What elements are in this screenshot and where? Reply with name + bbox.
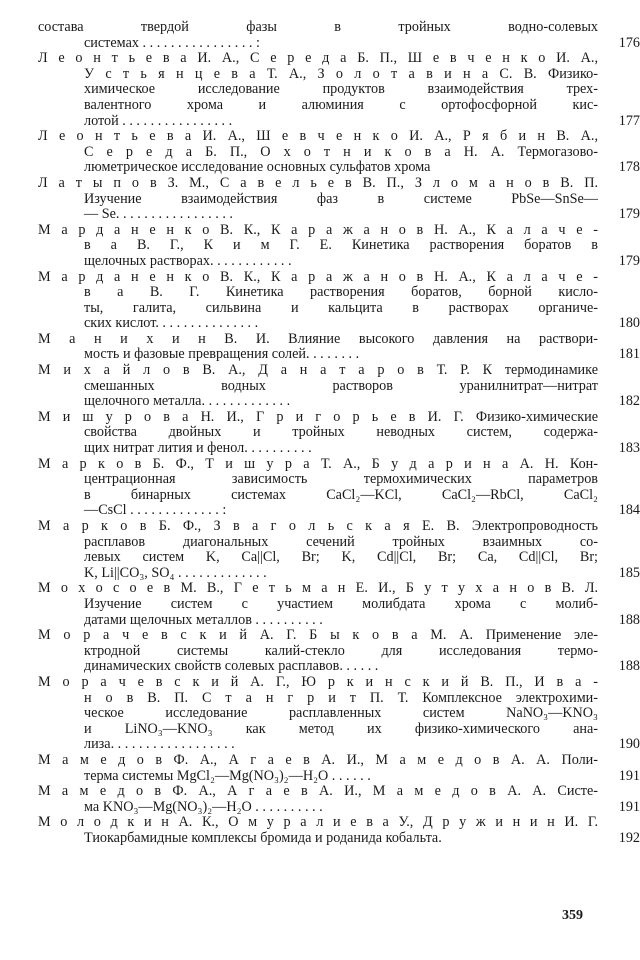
entry-line: свойства двойных и тройных неводных систем, содержа- — [84, 425, 598, 441]
entry-line: ских кислот. . . . . . . . . . . . . . . — [84, 316, 259, 332]
entry-page-number: 182 — [618, 393, 640, 410]
entry-line: Изучение систем с участием молибдата хрома с молиб- — [84, 596, 598, 612]
entry-page-number: 180 — [618, 315, 640, 332]
contents-entry — [38, 222, 640, 270]
contents-list — [38, 20, 640, 846]
entry-line: Тиокарбамидные комплексы бромида и роданида кобальта. — [84, 830, 442, 846]
entry-line: терма системы MgCl₂—Mg(NO₃)₂—H₂O . . . . . . — [84, 768, 371, 784]
entry-line: М о л о д к и н А. К., О м у р а л и е в а У., Д р у ж и н и н И. Г. — [38, 815, 598, 831]
contents-entry — [38, 581, 640, 628]
entry-line: состава твердой фазы в тройных водно-солевых — [38, 20, 598, 35]
entry-line: щелочных растворах. . . . . . . . . . . . — [84, 253, 292, 269]
contents-entry — [38, 409, 640, 457]
entry-line: н о в В. П. С т а н г р и т П. Т. Комплексное электрохими- — [84, 690, 598, 706]
contents-entry — [38, 628, 640, 675]
entry-page-number: 190 — [618, 736, 640, 753]
entry-line: М и х а й л о в В. А., Д а н а т а р о в Т. Р. К термодинамике — [38, 363, 598, 379]
contents-entry — [38, 519, 640, 581]
contents-entry — [38, 815, 640, 846]
contents-entry — [38, 752, 640, 784]
entry-line: М а м е д о в Ф. А., А г а е в А. И., М а м е д о в А. А. Систе- — [38, 784, 598, 800]
entry-line: валентного хрома и алюминия с ортофосфорной кис- — [84, 97, 598, 113]
entry-page-number: 181 — [618, 346, 640, 363]
entry-page-number: 188 — [618, 658, 640, 675]
entry-page-number: 177 — [618, 112, 640, 129]
entry-line: М а р к о в Б. Ф., Т и ш у р а Т. А., Б у д а р и н а А. Н. Кон- — [38, 456, 598, 472]
entry-line: М а р д а н е н к о В. К., К а р а ж а н о в Н. А., К а л а ч е - — [38, 222, 598, 238]
entry-line: Изучение взаимодействия фаз в системе PbSe—SnSe— — [84, 191, 598, 207]
contents-entry — [38, 269, 640, 332]
contents-entry — [38, 51, 640, 129]
entry-line: М а р д а н е н к о В. К., К а р а ж а н о в Н. А., К а л а ч е - — [38, 269, 598, 285]
entry-line: М о х о с о е в М. В., Г е т ь м а н Е. И., Б у т у х а н о в В. Л. — [38, 581, 598, 597]
entry-line: мость и фазовые превращения солей. . . . . . . . — [84, 347, 360, 363]
entry-line: и LiNO₃—KNO₃ как метод их физико-химического ана- — [84, 721, 598, 737]
entry-page-number: 191 — [618, 798, 640, 815]
entry-page-number: 185 — [618, 564, 640, 581]
entry-line: М и ш у р о в а Н. И., Г р и г о р ь е в И. Г. Физико-химические — [38, 409, 598, 425]
entry-line: М о р а ч е в с к и й А. Г. Б ы к о в а М. А. Применение эле- — [38, 628, 598, 644]
entry-line: Л е о н т ь е в а И. А., Ш е в ч е н к о И. А., Р я б и н В. А., — [38, 129, 598, 145]
entry-line: левых систем K, Ca||Cl, Br; K, Cd||Cl, Br; Ca, Cd||Cl, Br; — [84, 550, 598, 566]
entry-page-number: 176 — [618, 34, 640, 51]
entry-line: щелочного металла. . . . . . . . . . . . . — [84, 394, 291, 410]
entry-line: М а р к о в Б. Ф., З в а г о л ь с к а я Е. В. Электропроводность — [38, 519, 598, 534]
entry-line: — Se. . . . . . . . . . . . . . . . . — [84, 207, 233, 223]
entry-line: в бинарных системах CaCl₂—KCl, CaCl₂—RbCl, CaCl₂ — [84, 487, 598, 503]
entry-line: ческое исследование расплавленных систем NaNO₃—KNO₃ — [84, 706, 598, 722]
entry-line: лотой . . . . . . . . . . . . . . . . — [84, 113, 233, 129]
entry-line: датами щелочных металлов . . . . . . . . . . — [84, 612, 323, 628]
contents-entry — [38, 331, 640, 363]
entry-line: в а В. Г., К и м Г. Е. Кинетика растворения боратов в — [84, 238, 598, 254]
entry-page-number: 179 — [618, 252, 640, 269]
entry-line: системах . . . . . . . . . . . . . . . . : — [84, 35, 260, 51]
entry-line: люмeтрическое исследование основных сульфатов хрома — [84, 160, 431, 176]
entry-page-number: 183 — [618, 440, 640, 457]
entry-line: М а м е д о в Ф. А., А г а е в А. И., М а м е д о в А. А. Поли- — [38, 752, 598, 768]
entry-line: М о р а ч е в с к и й А. Г., Ю р к и н с к и й В. П., И в а - — [38, 674, 598, 690]
entry-page-number: 184 — [618, 502, 640, 519]
entry-line: У с т ь я н ц е в а Т. А., З о л о т а в и н а С. В. Физико- — [84, 66, 598, 82]
entry-line: ктродной системы калий-стекло для исследования термо- — [84, 643, 598, 659]
entry-line: щих нитрат лития и фенол. . . . . . . . . . — [84, 441, 312, 457]
contents-entry — [38, 674, 640, 753]
entry-line: химическое исследование продуктов взаимодействия трех- — [84, 82, 598, 98]
entry-line: в а В. Г. Кинетика растворения боратов, борной кисло- — [84, 285, 598, 301]
entry-line: K, Li||CO₃, SO₄ . . . . . . . . . . . . . — [84, 565, 267, 581]
entry-page-number: 192 — [618, 829, 640, 846]
entry-line: С е р е д а Б. П., О х о т н и к о в а Н. А. Термогазово- — [84, 144, 598, 160]
entry-line: ты, галита, сильвина и кальцита в растворах органиче- — [84, 300, 598, 316]
entry-line: Л а т ы п о в З. М., С а в е л ь е в В. П., З л о м а н о в В. П. — [38, 175, 598, 191]
entry-line: Л е о н т ь е в а И. А., С е р е д а Б. П., Ш е в ч е н к о И. А., — [38, 51, 598, 67]
entry-page-number: 191 — [618, 767, 640, 784]
entry-page-number: 178 — [618, 159, 640, 176]
entry-line: лиза. . . . . . . . . . . . . . . . . . — [84, 737, 235, 753]
contents-entry — [38, 456, 640, 519]
entry-line: центрационная зависимость термохимических параметров — [84, 472, 598, 488]
entry-page-number: 179 — [618, 206, 640, 223]
contents-entry — [38, 784, 640, 815]
entry-line: расплавов диагональных сечений тройных взаимных со- — [84, 534, 598, 550]
contents-entry — [38, 175, 640, 223]
entry-line: —CsCl . . . . . . . . . . . . . : — [84, 503, 227, 519]
contents-entry — [38, 20, 640, 51]
entry-line: ма KNO₃—Mg(NO₃)₂—H₂O . . . . . . . . . . — [84, 799, 323, 815]
page-number: 359 — [562, 908, 583, 923]
entry-line: смешанных водных растворов уранилнитрат—нитрат — [84, 378, 598, 394]
contents-entry — [38, 129, 640, 176]
entry-line: динамических свойств солевых расплавов. . . . . . — [84, 659, 379, 675]
entry-line: М а н и х и н В. И. Влияние высокого давления на раствори- — [38, 331, 598, 347]
entry-page-number: 188 — [618, 611, 640, 628]
contents-entry — [38, 363, 640, 410]
